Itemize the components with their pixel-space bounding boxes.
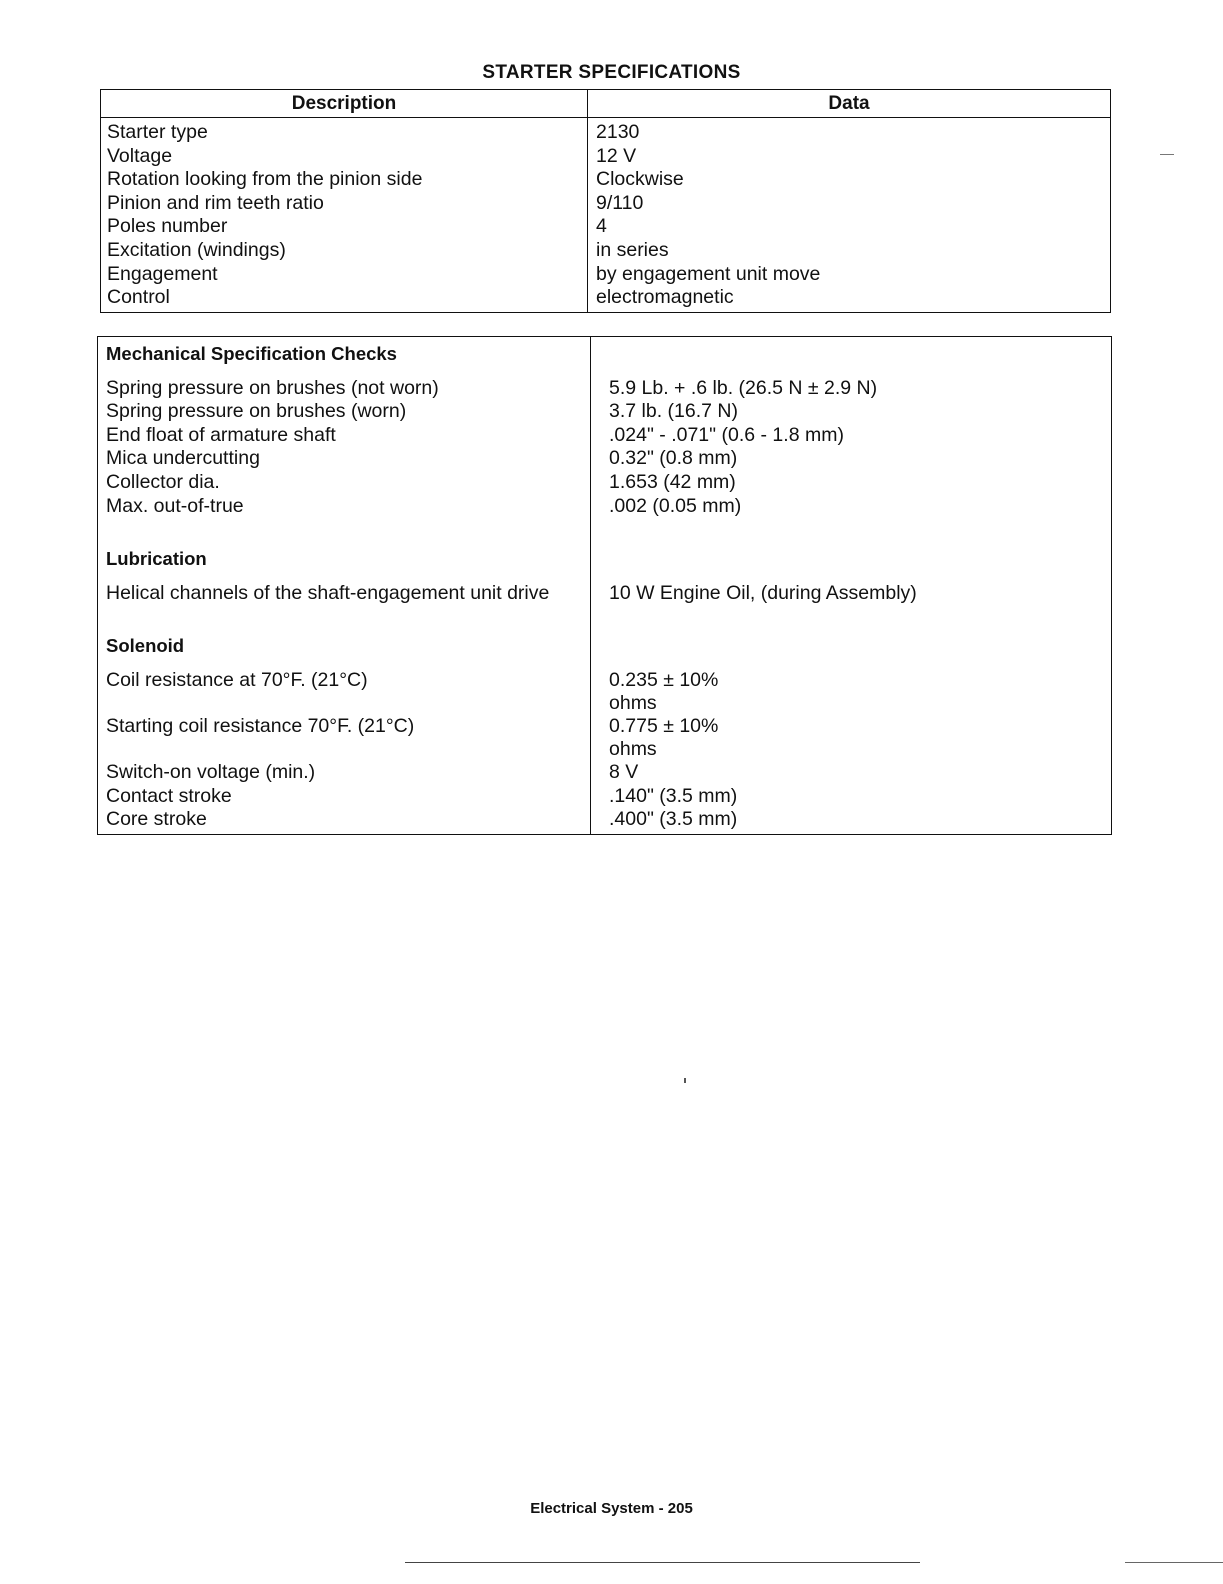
row-description: Switch-on voltage (min.) [98,761,591,785]
row-description: Mica undercutting [98,447,591,471]
data-column-header: Data [588,90,1111,118]
row-data: 0.235 ± 10% ohms [609,668,719,714]
row-data: by engagement unit move [596,262,821,285]
row-data: .002 (0.05 mm) [609,494,742,517]
page-footer: Electrical System - 205 [530,1500,693,1517]
row-description: Core stroke [98,808,591,834]
table-header-row [101,90,1111,118]
row-description: Helical channels of the shaft-engagement unit drive [98,571,591,606]
row-description: Spring pressure on brushes (worn) [98,400,591,424]
row-data: 8 V [609,760,639,783]
row-description: Control [101,286,588,312]
table-row [98,761,1112,785]
row-data: 0.775 ± 10% ohms [609,714,719,760]
spacer-row [98,605,1112,629]
scan-artifact-mark [1160,154,1174,155]
table-row [98,658,1112,715]
row-data: .140" (3.5 mm) [609,784,738,807]
row-description: Engagement [101,263,588,287]
row-data: .400" (3.5 mm) [609,808,738,831]
section-heading-row [98,337,1112,366]
spacer-row [98,518,1112,542]
scan-artifact-line [1125,1562,1223,1563]
table-row [101,145,1111,169]
page-title: STARTER SPECIFICATIONS [482,62,741,83]
row-data: 5.9 Lb. + .6 lb. (26.5 N ± 2.9 N) [609,376,878,399]
table-row [101,286,1111,312]
row-description: Starting coil resistance 70°F. (21°C) [98,715,591,761]
row-data: 0.32" (0.8 mm) [609,447,738,470]
starter-specifications-table [100,89,1111,313]
row-description: Rotation looking from the pinion side [101,168,588,192]
row-data: electromagnetic [596,286,734,309]
table-row [98,785,1112,809]
section-heading-mechanical: Mechanical Specification Checks [98,337,591,366]
row-description: Collector dia. [98,471,591,495]
table-row [98,471,1112,495]
row-data: 1.653 (42 mm) [609,470,736,493]
row-description: End float of armature shaft [98,424,591,448]
section-heading-row [98,542,1112,571]
table-row [98,808,1112,834]
table-row [101,168,1111,192]
row-data: 4 [596,215,607,238]
row-data: 12 V [596,144,637,167]
row-data: .024" - .071" (0.6 - 1.8 mm) [609,423,844,446]
row-description: Max. out-of-true [98,495,591,519]
row-description: Excitation (windings) [101,239,588,263]
row-data: in series [596,238,669,261]
scan-artifact-line [405,1562,920,1563]
row-description: Pinion and rim teeth ratio [101,192,588,216]
table-row [101,192,1111,216]
row-data: 3.7 lb. (16.7 N) [609,400,738,423]
row-data: 2130 [596,121,640,143]
row-description: Voltage [101,145,588,169]
description-column-header: Description [101,90,588,118]
table-row [98,571,1112,606]
row-description: Poles number [101,215,588,239]
row-description: Contact stroke [98,785,591,809]
table-row [101,215,1111,239]
row-data: 10 W Engine Oil, (during Assembly) [609,581,917,604]
row-description: Spring pressure on brushes (not worn) [98,366,591,401]
table-row [98,366,1112,401]
table-row [98,447,1112,471]
table-row [101,263,1111,287]
row-data: 9/110 [596,191,644,214]
table-row [98,715,1112,761]
row-data: Clockwise [596,168,684,191]
mechanical-specifications-table [97,336,1112,835]
section-heading-solenoid: Solenoid [98,629,591,658]
table-row [101,118,1111,145]
table-row [98,400,1112,424]
section-heading-row [98,629,1112,658]
row-description: Starter type [101,118,588,145]
table-row [98,424,1112,448]
row-description: Coil resistance at 70°F. (21°C) [98,658,591,715]
scan-artifact-dot [684,1078,686,1083]
table-row [98,495,1112,519]
table-row [101,239,1111,263]
section-heading-lubrication: Lubrication [98,542,591,571]
